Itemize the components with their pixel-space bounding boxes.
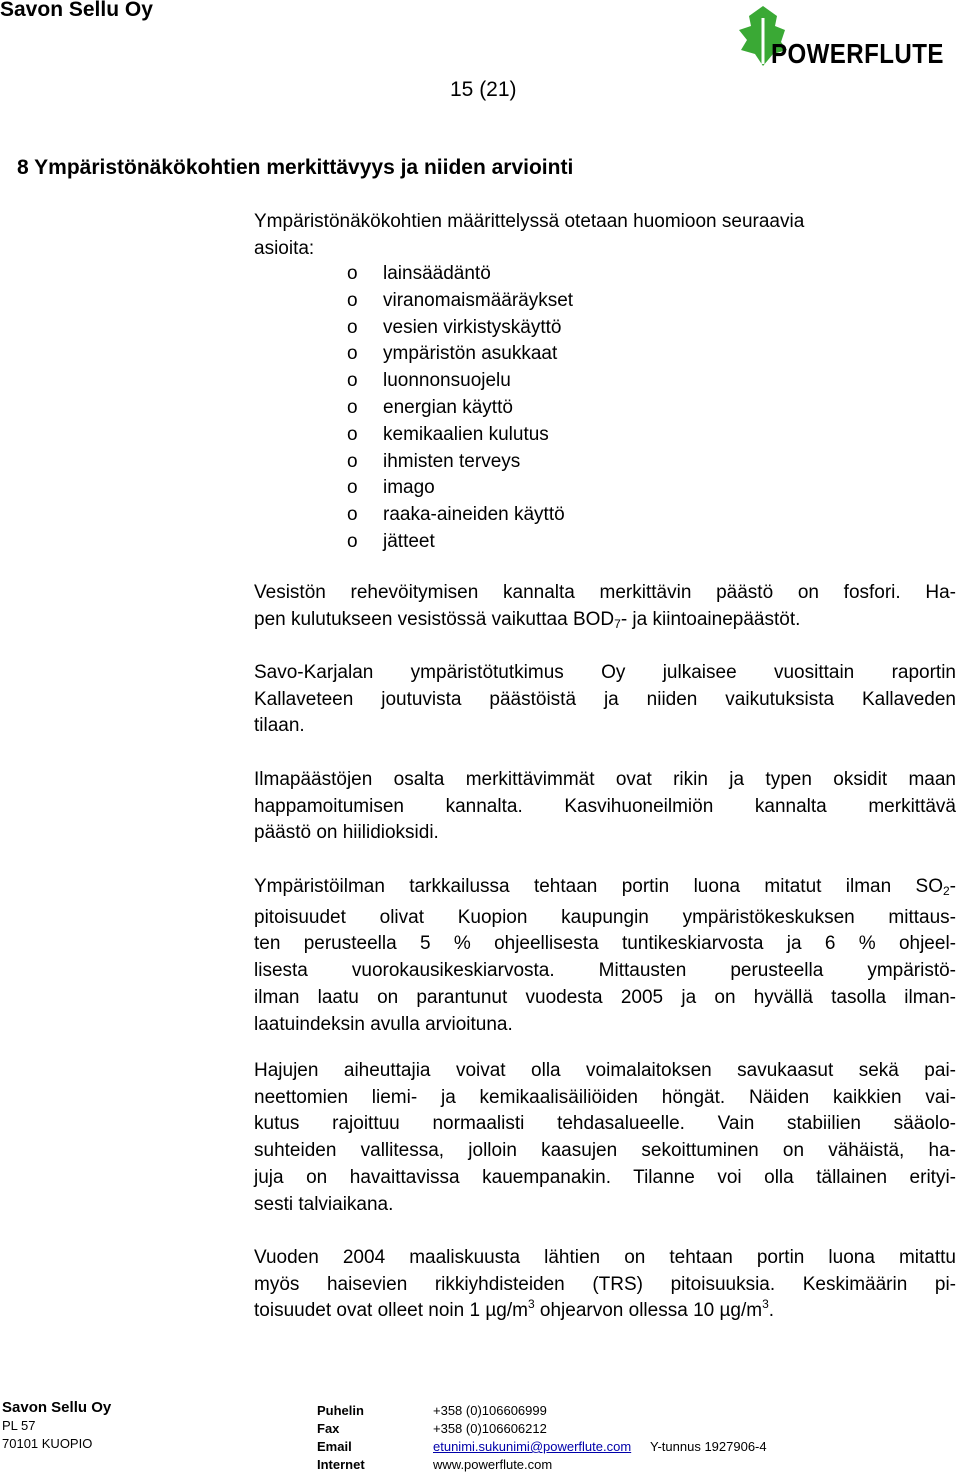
footer-internet-label: Internet: [317, 1457, 365, 1472]
text-line: Ympäristöilman tarkkailussa tehtaan portin luona mitatut ilman $SO_2-$: [254, 876, 956, 898]
bullet-o-icon: o: [347, 263, 358, 284]
footer-phone-label: Puhelin: [317, 1403, 364, 1418]
text-line: Vuoden 2004 maaliskuusta lähtien on tehtaan portin luona mitattu: [254, 1247, 956, 1268]
text-line: Vesistön rehevöitymisen kannalta merkittävin päästö on fosfori. Ha-: [254, 582, 956, 603]
paragraph-odours: [254, 1058, 956, 1218]
text-line: juja on havaittavissa kauempanakin. Tilanne voi olla tällainen erityi-: [254, 1166, 956, 1188]
text-line: Kallaveteen joutuvista päästöistä ja niiden vaikutuksista Kallaveden: [254, 688, 956, 710]
text-line: Ilmapäästöjen osalta merkittävimmät ovat rikin ja typen oksidit maan: [254, 769, 956, 790]
paragraph-water-emissions: [254, 580, 956, 637]
footer-phone: +358 (0)106606999: [433, 1403, 547, 1418]
text-line: Hajujen aiheuttajia voivat olla voimalaitoksen savukaasut sekä pai-: [254, 1060, 956, 1081]
text-line: myös haisevien rikkiyhdisteiden (TRS) pitoisuuksia. Keskimäärin pi-: [254, 1273, 956, 1295]
list-item-text: imago: [383, 477, 435, 499]
list-item-text: viranomaismääräykset: [383, 289, 574, 311]
list-item: [347, 315, 573, 342]
text-line: laatuindeksin avulla arvioituna.: [254, 1013, 513, 1035]
aspect-list: [347, 261, 573, 556]
section-heading: 8 Ympäristönäkökohtien merkittävyys ja niiden arviointi: [17, 156, 574, 179]
footer-email[interactable]: etunimi.sukunimi@powerflute.com: [433, 1439, 632, 1454]
list-item-text: ihmisten terveys: [383, 450, 521, 472]
text-line: pitoisuudet olivat Kuopion kaupungin ympäristökeskuksen mittaus-: [254, 906, 956, 928]
bullet-o-icon: o: [347, 504, 358, 526]
list-item-text: ympäristön asukkaat: [383, 343, 558, 365]
list-item: [347, 288, 573, 315]
text-line: suhteiden vallitessa, jolloin kaasujen sekoittuminen on vähäistä, ha-: [254, 1140, 956, 1162]
bullet-o-icon: o: [347, 370, 358, 392]
bullet-o-icon: o: [347, 423, 358, 445]
bullet-o-icon: o: [347, 396, 358, 418]
footer-website[interactable]: www.powerflute.com: [433, 1457, 553, 1472]
footer-business-id: Y-tunnus 1927906-4: [650, 1439, 767, 1454]
bullet-o-icon: o: [347, 450, 358, 472]
text-line: kutus rajoittuu normaalisti tehdasalueelle. Vain stabiilien sääolo-: [254, 1113, 956, 1135]
footer-company-name: Savon Sellu Oy: [2, 1399, 112, 1416]
bullet-o-icon: o: [347, 289, 358, 311]
list-item: [347, 261, 573, 288]
footer-po-box: PL 57: [2, 1418, 36, 1433]
list-item: [347, 341, 573, 368]
text-line: asioita:: [254, 237, 315, 259]
paragraph-trs: [254, 1245, 956, 1325]
paragraph-air-monitoring: [254, 874, 956, 1038]
company-name-header: Savon Sellu Oy: [0, 0, 153, 21]
footer-postal-address: 70101 KUOPIO: [2, 1436, 93, 1451]
list-item: [347, 395, 573, 422]
bullet-o-icon: o: [347, 316, 358, 338]
footer-address: [2, 1399, 111, 1453]
list-item-text: jätteet: [383, 530, 435, 552]
list-item: [347, 422, 573, 449]
list-item-text: raaka-aineiden käyttö: [383, 504, 565, 526]
bullet-o-icon: o: [347, 343, 358, 365]
text-line: sesti talviaikana.: [254, 1193, 394, 1215]
footer-fax-label: Fax: [317, 1421, 340, 1436]
text-line: toisuudet ovat olleet noin 1 $\mu g/m^3$ ohjearvon ollessa 10 $\mu g/m^3$.: [254, 1297, 775, 1322]
list-item: [347, 368, 573, 395]
list-item-text: kemikaalien kulutus: [383, 423, 549, 445]
intro-paragraph: [254, 209, 956, 262]
list-item-text: luonnonsuojelu: [383, 370, 511, 392]
paragraph-savo-karjala: [254, 660, 956, 740]
list-item: [347, 449, 573, 476]
footer-labels: [317, 1402, 365, 1474]
list-item-text: lainsäädäntö: [383, 263, 491, 284]
bullet-o-icon: o: [347, 477, 358, 499]
list-item-text: energian käyttö: [383, 396, 513, 418]
list-item: [347, 502, 573, 529]
footer-values: [433, 1402, 631, 1474]
text-line: päästö on hiilidioksidi.: [254, 822, 439, 844]
powerflute-logo: [733, 4, 959, 72]
list-item-text: vesien virkistyskäyttö: [383, 316, 562, 338]
text-line: neettomien liemi- ja kemikaalisäiliöiden höngät. Näiden kaikkien vai-: [254, 1086, 956, 1108]
text-line: lisesta vuorokausikeskiarvosta. Mittausten perusteella ympäristö-: [254, 960, 956, 982]
paragraph-air-emissions: [254, 767, 956, 847]
footer-fax: +358 (0)106606212: [433, 1421, 547, 1436]
footer-email-label: Email: [317, 1439, 352, 1454]
text-line: ten perusteella 5 % ohjeellisesta tuntikeskiarvosta ja 6 % ohjeel-: [254, 933, 956, 955]
page-number: 15 (21): [450, 78, 517, 101]
bullet-o-icon: o: [347, 530, 358, 552]
list-item: [347, 475, 573, 502]
text-line: Savo-Karjalan ympäristötutkimus Oy julkaisee vuosittain raportin: [254, 662, 956, 683]
text-line: Ympäristönäkökohtien määrittelyssä otetaan huomioon seuraavia: [254, 211, 805, 232]
list-item: [347, 529, 573, 556]
text-line: tilaan.: [254, 715, 305, 737]
logo-text: POWERFLUTE: [771, 38, 944, 69]
text-line: ilman laatu on parantunut vuodesta 2005 ja on hyvällä tasolla ilman-: [254, 986, 956, 1008]
text-line: pen kulutukseen vesistössä vaikuttaa $BOD_7-$ ja kiintoainepäästöt.: [254, 608, 801, 631]
text-line: happamoitumisen kannalta. Kasvihuoneilmiön kannalta merkittävä: [254, 795, 956, 817]
